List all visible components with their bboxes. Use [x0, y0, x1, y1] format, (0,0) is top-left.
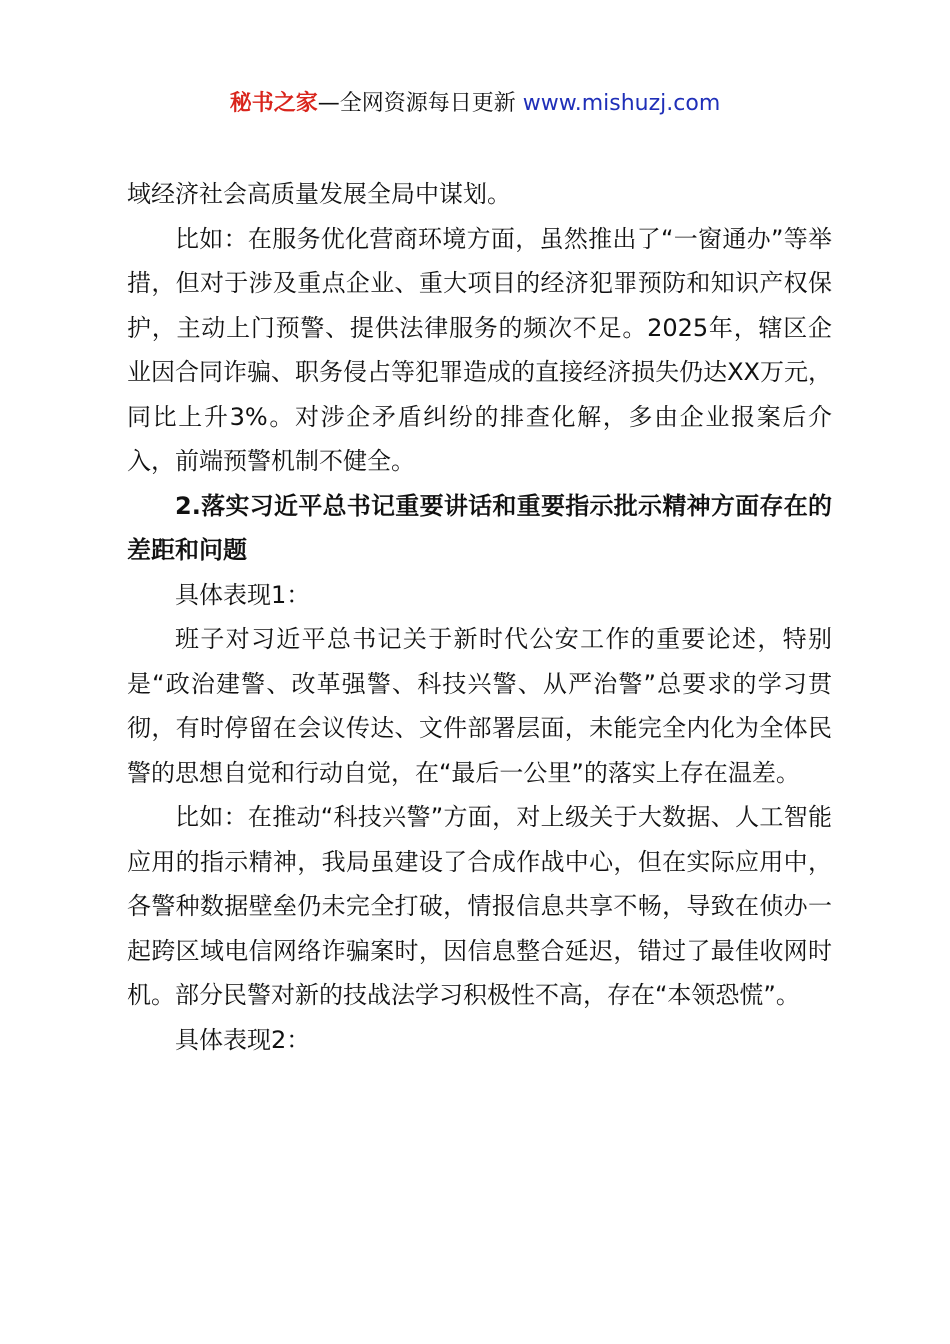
page-header	[0, 88, 950, 120]
subheading-performance-2: 具体表现2：	[175, 1025, 311, 1054]
paragraph-example-business: 比如：在服务优化营商环境方面，虽然推出了“一窗通办”等举措，但对于涉及重点企业、重大项目的经济犯罪预防和知识产权保护，主动上门预警、提供法律服务的频次不足。2025年，辖区企业因合同诈骗、职务侵占等犯罪造成的直接经济损失仍达XX万元，同比上升3%。对涉企矛盾纠纷的排查化解，多由企业报案后介入，前端预警机制不健全。	[127, 224, 832, 475]
section-heading-2: 2.落实习近平总书记重要讲话和重要指示批示精神方面存在的差距和问题	[127, 491, 832, 564]
document-body	[127, 172, 832, 1062]
paragraph-performance-1: 班子对习近平总书记关于新时代公安工作的重要论述，特别是“政治建警、改革强警、科技兴警、从严治警”总要求的学习贯彻，有时停留在会议传达、文件部署层面，未能完全内化为全体民警的思想自觉和行动自觉，在“最后一公里”的落实上存在温差。	[127, 625, 832, 787]
subheading-performance-1: 具体表现1：	[175, 580, 311, 609]
paragraph-continuation: 域经济社会高质量发展全局中谋划。	[127, 180, 511, 208]
paragraph-example-tech: 比如：在推动“科技兴警”方面，对上级关于大数据、人工智能应用的指示精神，我局虽建设了合成作战中心，但在实际应用中，各警种数据壁垒仍未完全打破，情报信息共享不畅，导致在侦办一起跨区域电信网络诈骗案时，因信息整合延迟，错过了最佳收网时机。部分民警对新的技战法学习积极性不高，存在“本领恐慌”。	[127, 803, 832, 1009]
site-brand: 秘书之家	[229, 91, 318, 116]
site-slogan: —全网资源每日更新	[317, 91, 523, 116]
site-url-link[interactable]: www.mishuzj.com	[522, 91, 721, 116]
